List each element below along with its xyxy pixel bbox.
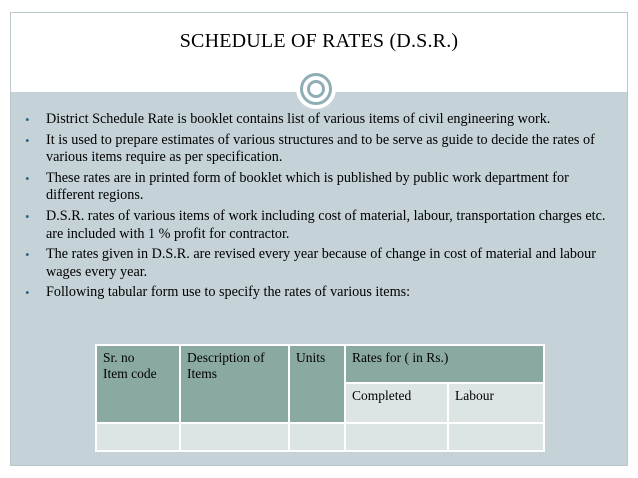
table-row (96, 423, 544, 451)
header-labour: Labour (448, 383, 544, 423)
table-cell (180, 423, 289, 451)
bullet-item (22, 170, 612, 205)
ornament-outer-ring (300, 73, 332, 105)
bullet-text: D.S.R. rates of various items of work including cost of material, labour, transportation charges etc. are included with 1 % profit for contractor. (46, 207, 606, 242)
bullet-text: These rates are in printed form of booklet which is published by public work department for different regions. (46, 169, 569, 204)
table-cell (345, 423, 448, 451)
header-rates-for: Rates for ( in Rs.) (345, 345, 544, 383)
bullet-dot-icon: • (25, 247, 30, 263)
slide-title: SCHEDULE OF RATES (D.S.R.) (179, 30, 459, 52)
bullet-text: District Schedule Rate is booklet contains list of various items of civil engineering work. (46, 111, 551, 127)
bullet-list (22, 111, 612, 305)
header-units: Units (289, 345, 345, 423)
table-cell (96, 423, 180, 451)
table-cell (448, 423, 544, 451)
bullet-dot-icon: • (25, 208, 30, 224)
bullet-dot-icon: • (25, 285, 30, 301)
bullet-item (22, 208, 612, 243)
bullet-item (22, 284, 612, 302)
bullet-item (22, 246, 612, 281)
bullet-text: It is used to prepare estimates of various structures and to be serve as guide to decide the rates of various items require as per specification. (46, 131, 595, 166)
bullet-item (22, 132, 612, 167)
ornament-inner-ring (307, 80, 325, 98)
header-sr-no-label: Sr. no (103, 350, 135, 365)
bullet-dot-icon: • (25, 170, 30, 186)
header-description: Description of Items (180, 345, 289, 423)
table-cell (289, 423, 345, 451)
bullet-item (22, 111, 612, 129)
header-completed: Completed (345, 383, 448, 423)
table-header-row (96, 345, 544, 383)
header-sr-no (96, 345, 180, 423)
bullet-text: Following tabular form use to specify the rates of various items: (46, 284, 411, 301)
bullet-text: The rates given in D.S.R. are revised every year because of change in cost of material and labour wages every year. (46, 246, 596, 280)
bullet-dot-icon: • (25, 112, 30, 127)
header-item-code-label: Item code (103, 366, 157, 381)
concentric-circle-ornament-icon (296, 69, 336, 109)
bullet-dot-icon: • (25, 132, 30, 148)
rates-table (95, 344, 545, 452)
